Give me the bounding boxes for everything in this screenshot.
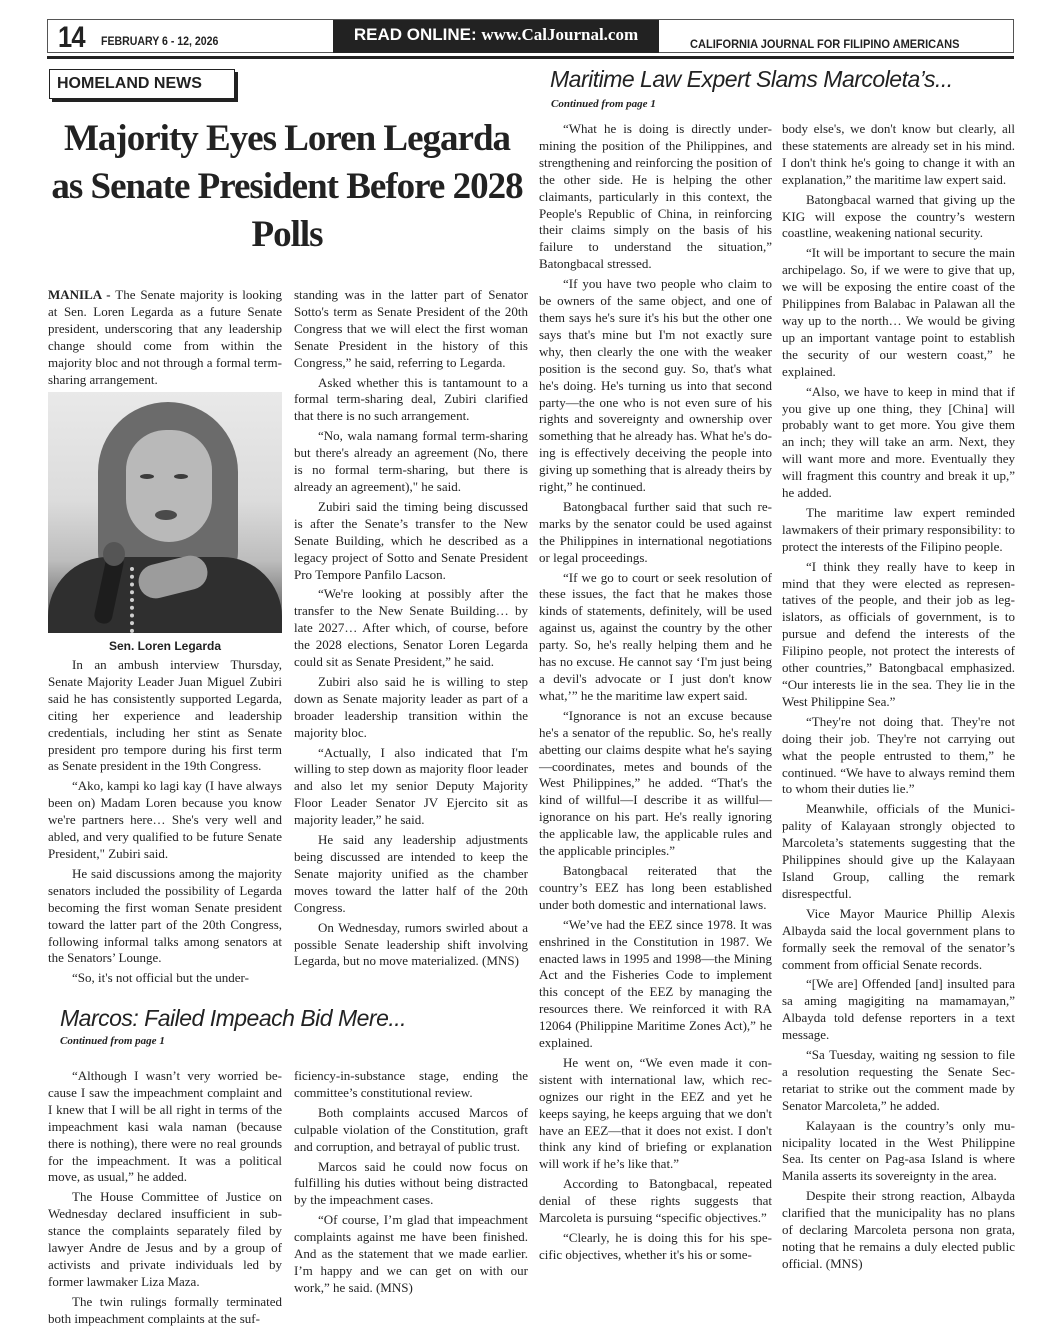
paragraph: “Ako, kampi ko lagi kay (I have always been on) Madam Loren because you know we're partners here… She's very well and abled, and very qualified to be future Senate President," Zubiri said. <box>48 778 282 861</box>
paragraph: “Ignorance is not an excuse because he's a senator of the republic. So, he's really abetting our claims despite what he's saying—coordinates, metes and bounds of the West Philippines,” he added. “That's the kind of willful—I describe it as willful—ignorance on his part. He's really ignoring the applicable law, the applicable rules and the applicable principles.” <box>539 707 772 859</box>
paragraph: body else's, we don't know but clearly, all these statements are already set in his mind. I don't think he's going to change it with an explanation,” the maritime law expert said. <box>782 121 1015 187</box>
maritime-column-2 <box>782 121 1015 1273</box>
paragraph: In an ambush interview Thursday, Senate Majority Leader Juan Miguel Zubiri said he has consistently supported Legarda, citing her experience and leadership credentials, including her stint as Senate president pro tempore during his first term as Senate president in the 19th Congress. <box>48 657 282 774</box>
maritime-continued-note: Continued from page 1 <box>551 98 656 110</box>
main-headline: Majority Eyes Loren Legarda as Senate President Before 2028 Polls <box>51 118 523 255</box>
issue-date: FEBRUARY 6 - 12, 2026 <box>101 34 219 48</box>
paragraph: “Actually, I also indicated that I'm willing to step down as majority floor leader and also let my senior Deputy Majority Floor Leader Senator JV Ejercito sit as majority leader,” he said. <box>294 744 528 828</box>
paragraph: “[We are] Offended [and] insulted para sa aming magigiting na mamamayan,” Albayda told defense reporters in a text message. <box>782 976 1015 1043</box>
paragraph: “No, wala namang formal term-sharing but there's already an agreement (No, there is no formal term-sharing, but there is already an agreement)," he said. <box>294 428 528 494</box>
page-number: 14 <box>58 21 85 54</box>
lead-paragraph: MANILA - The Senate majority is looking at Sen. Loren Legarda as a future Senate president, underscoring that any leadership change should come from within the majority bloc and not through a formal term-sharing arrangement. <box>48 287 282 387</box>
dateline: MANILA - <box>48 287 111 302</box>
paragraph: “If we go to court or seek resolution of these issues, the fact that he makes those kinds of statements, definitely, will be used against us, against the country by the other party. So, he's really helping them and he has no excuse. He cannot say ‘I'm just being a devil's advocate or I just don't know what,’” he the maritime law expert said. <box>539 569 772 703</box>
paragraph: “What he is doing is directly undermining the position of the Philippines, and strengthening and reinforcing the position of the other side. He is helping the other claimants, particularly in this context, the People's Republic of China, in reinforcing their claims simply on the basis of his failure to understand the situation,” Batongbacal stressed. <box>539 121 772 272</box>
paragraph: Meanwhile, officials of the Municipality of Kalayaan strongly objected to Marcoleta’s statements suggesting that the Philippines should give up the Kalayaan Island Group, calling the remark disrespectful. <box>782 801 1015 901</box>
paragraph: “Clearly, he is doing this for his specific objectives, whether it's his or some- <box>539 1230 772 1262</box>
paragraph: “Of course, I’m glad that impeachment complaints against me have been finished. And as the statement that we made earlier. I’m happy and we can get on with our work,” he said. (MNS) <box>294 1212 528 1295</box>
paragraph: “They're not doing that. They're not doing their job. They're not carrying out what the people entrusted to them,” he continued. “We have to always remind them to whom their duties lie.” <box>782 713 1015 797</box>
legarda-column-2 <box>294 287 528 970</box>
paragraph: The twin rulings formally terminated both impeachment complaints at the suf- <box>48 1293 282 1326</box>
website-link[interactable]: www.CalJournal.com <box>481 25 639 44</box>
paragraph: Vice Mayor Maurice Phillip Alexis Albayda said the local government plans to formally seek the removal of the senator’s comment from official Senate records. <box>782 905 1015 972</box>
paragraph: Both complaints accused Marcos of culpable violation of the Constitution, graft and corruption, and betrayal of public trust. <box>294 1104 528 1154</box>
paragraph: Zubiri also said he is willing to step down as Senate majority leader as part of a broader leadership transition within the majority bloc. <box>294 673 528 740</box>
photo-caption: Sen. Loren Legarda <box>108 639 222 653</box>
paragraph: “We're looking at possibly after the transfer to the New Senate Building… by late 2027… After which, of course, before the 2028 elections, Senator Loren Legarda could sit as Senate President,” he said. <box>294 586 528 670</box>
paragraph: He went on, “We even made it consistent with international law, which recognizes our right in the EEZ and yet he keeps saying, he keeps arguing that we don't have an EEZ—that it does not exist. I don't think any kind of briefing or explanation will work if he’s like that.” <box>539 1054 772 1172</box>
marcos-column-1 <box>48 1068 282 1328</box>
paragraph: The House Committee of Justice on Wednesday declared insufficient in substance the complaints separately filed by lawyer Andre de Jesus and by a group of activists and private individuals led by former lawmaker Liza Maza. <box>48 1189 282 1289</box>
paragraph: “It will be important to secure the main archipelago. So, if we were to give that up, we will be exposing the entire coast of the Philippines from Balabac in Palawan all the way up to the north… We would be giving up an important vantage point to establish the security of our western coast,” he explained. <box>782 245 1015 379</box>
paragraph: “I think they really have to keep in mind that they were elected as representatives of the people, and their job as legislators, as officials of government, is to pursue and defend the interests of the Filipino people, not protect the interests of other countries,” Batongbacal emphasized. “Our interests lie in the sea. They lie in the West Philippine Sea.” <box>782 558 1015 709</box>
paragraph: Batongbacal reiterated that the country’s EEZ has long been established under both domestic and international laws. <box>539 862 772 912</box>
paragraph: “So, it's not official but the under- <box>72 970 249 986</box>
paragraph: He said any leadership adjustments being discussed are intended to keep the Senate majority unified as the chamber moves toward the latter half of the 20th Congress. <box>294 832 528 915</box>
read-online-label: READ ONLINE: <box>353 25 477 44</box>
paragraph: Batongbacal warned that giving up the KIG will expose the country’s western coastline, weakening national security. <box>782 191 1015 241</box>
paragraph: Despite their strong reaction, Albayda clarified that the municipality has no plans of declaring Marcoleta persona non grata, noting that he remains a duly elected public official. (MNS) <box>782 1188 1015 1271</box>
paragraph: Zubiri said the timing being discussed is after the Senate’s transfer to the New Senate Building, which he described as a legacy project of Sotto and Senate President Pro Tempore Panfilo Lacson. <box>294 498 528 582</box>
paragraph: ficiency-in-substance stage, ending the committee’s constitutional review. <box>294 1068 528 1100</box>
paragraph: He said discussions among the majority senators included the possibility of Legarda becoming the first woman Senate president toward the latter part of the 20th Congress, following informal talks among senators at the Senators’ Lounge. <box>48 865 282 966</box>
paragraph: “We’ve had the EEZ since 1978. It was enshrined in the Constitution in 1987. We enacted laws in 1995 and 1998—the Mining Act and the Fisheries Code to implement this concept of the EEZ by managing the resources there. We reinforced it with RA 12064 (Philippine Maritime Zones Act),” he explained. <box>539 916 772 1051</box>
paragraph: Kalayaan is the country’s only municipality located in the West Philippine Sea. Its center on Pag-asa Island is where Manila asserts its sovereignty in the area. <box>782 1117 1015 1184</box>
maritime-kicker-headline: Maritime Law Expert Slams Marcoleta’s... <box>550 66 953 92</box>
legarda-column-1-top <box>48 287 282 388</box>
paragraph: “Although I wasn’t very worried because I saw the impeachment complaint and I knew that I will be all right in terms of the impeachment kasi wala naman (because there is nothing), there were no real grounds for the impeachment. It was a political move, as usual,” he added. <box>48 1068 282 1185</box>
masthead-rule <box>47 56 1014 59</box>
paragraph: According to Batongbacal, repeated denial of these rights suggests that Marcoleta is pursuing “specific objectives.” <box>539 1176 772 1226</box>
paragraph: “Also, we have to keep in mind that if you give up one thing, they [China] will probably want to get more. You give them an inch; they will take an arm. Next, they will want more and more. Eventually they will fragment this country and break it up,” he added. <box>782 383 1015 501</box>
legarda-column-1-bottom <box>48 657 282 987</box>
paragraph: “Sa Tuesday, waiting ng session to file a resolution requesting the Senate Secretariat to strike out the comment made by Senator Marcoleta,” he added. <box>782 1047 1015 1113</box>
paragraph: “If you have two people who claim to be owners of the same object, and one of them says he's sure it's his but the other one says that's mine but I'm not exactly sure why, then clearly the one with the weaker position is the second guy. So, that's what he's doing. He's turning us into that second party—the one who is not even sure of his rights and sovereignty and ownership over something that he already has. What he's doing is effectively deceiving the people into giving up something that is already theirs by right,” he continued. <box>539 276 772 495</box>
paragraph: Batongbacal further said that such remarks by the senator could be used against the Philippines in international negotiations or legal proceedings. <box>539 498 772 565</box>
read-online-banner <box>333 20 659 53</box>
paragraph: The maritime law expert reminded lawmakers of their primary responsibility: to protect the interests of the Filipino people. <box>782 504 1015 554</box>
paragraph: Marcos said he could now focus on fulfilling his duties without being distracted by the impeachment cases. <box>294 1158 528 1208</box>
publication-name: CALIFORNIA JOURNAL FOR FILIPINO AMERICANS <box>690 37 960 51</box>
marcos-column-2 <box>294 1068 528 1297</box>
paragraph: standing was in the latter part of Senator Sotto's term as Senate President of the 20th Congress that we will elect the first woman Senate President in the history of this Congress,” he said, referring to Legarda. <box>294 287 528 370</box>
marcos-kicker-headline: Marcos: Failed Impeach Bid Mere... <box>60 1005 407 1031</box>
legarda-photo <box>48 392 282 633</box>
marcos-continued-note: Continued from page 1 <box>60 1035 165 1047</box>
section-label: HOMELAND NEWS <box>49 69 235 99</box>
maritime-column-1 <box>539 121 772 1264</box>
paragraph: On Wednesday, rumors swirled about a possible Senate leadership shift involving Legarda, but no move materialized. (MNS) <box>294 919 528 969</box>
paragraph: Asked whether this is tantamount to a formal term-sharing deal, Zubiri clarified that there is no such arrangement. <box>294 374 528 424</box>
